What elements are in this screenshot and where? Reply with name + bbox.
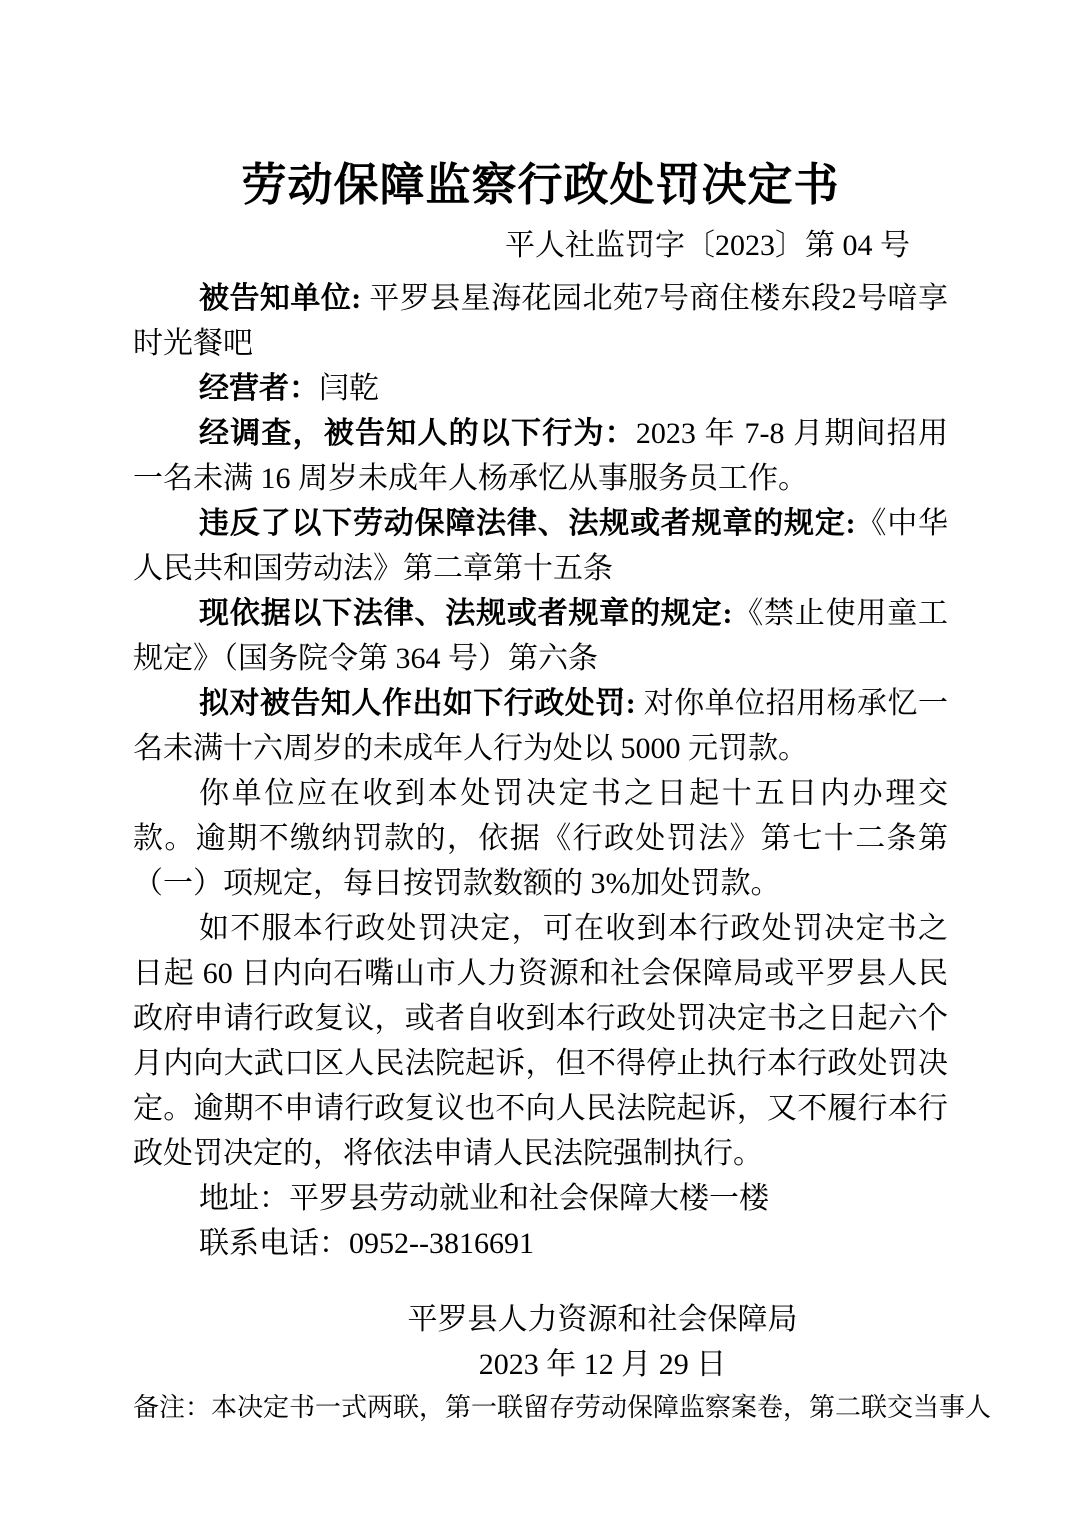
violated-provisions-label: 违反了以下劳动保障法律、法规或者规章的规定: xyxy=(199,507,856,540)
signature-block xyxy=(195,1297,1010,1387)
footer-note: 备注：本决定书一式两联，第一联留存劳动保障监察案卷，第二联交当事人 xyxy=(133,1393,992,1422)
paragraph-violated-provisions xyxy=(133,501,948,591)
legal-basis-label: 现依据以下法律、法规或者规章的规定: xyxy=(199,597,733,630)
document-number: 平人社监罚字〔2023〕第 04 号 xyxy=(505,229,910,262)
proposed-penalty-label: 拟对被告知人作出如下行政处罚: xyxy=(199,687,636,720)
document-title: 劳动保障监察行政处罚决定书 xyxy=(241,160,840,210)
violated-provisions-value: 《中华人民共和国劳动法》第二章第十五条 xyxy=(133,507,949,585)
address-line: 地址：平罗县劳动就业和社会保障大楼一楼 xyxy=(199,1182,769,1215)
issuing-authority: 平罗县人力资源和社会保障局 xyxy=(407,1303,798,1336)
operator-label: 经营者： xyxy=(199,372,319,405)
investigated-conduct-value: 2023 年 7-8 月期间招用一名未满 16 周岁未成年人杨承忆从事服务员工作。 xyxy=(133,417,949,495)
payment-instructions-text: 你单位应在收到本处罚决定书之日起十五日内办理交款。逾期不缴纳罚款的，依据《行政处罚法》第七十二条第（一）项规定，每日按罚款数额的 3%加处罚款。 xyxy=(133,777,948,900)
paragraph-investigated-conduct xyxy=(133,411,948,501)
issue-date: 2023 年 12 月 29 日 xyxy=(478,1348,727,1381)
paragraph-payment-instructions xyxy=(133,771,948,906)
notified-unit-value: 平罗县星海花园北苑7号商住楼东段2号喑享时光餐吧 xyxy=(133,282,948,360)
appeal-rights-text: 如不服本行政处罚决定，可在收到本行政处罚决定书之日起 60 日内向石嘴山市人力资源和社会保障局或平罗县人民政府申请行政复议，或者自收到本行政处罚决定书之日起六个月内向大武口区人民法院起诉，但不得停止执行本行政处罚决定。逾期不申请行政复议也不向人民法院起诉，又不履行本行政处罚决定的，将依法申请人民法院强制执行。 xyxy=(133,912,948,1170)
document-content xyxy=(133,0,992,1427)
paragraph-notified-unit xyxy=(133,276,948,366)
paragraph-operator xyxy=(133,366,948,411)
document-body xyxy=(133,276,948,1266)
paragraph-legal-basis xyxy=(133,591,948,681)
legal-basis-value: 《禁止使用童工规定》（国务院令第 364 号）第六条 xyxy=(133,597,948,675)
paragraph-proposed-penalty xyxy=(133,681,948,771)
proposed-penalty-value: 对你单位招用杨承忆一名未满十六周岁的未成年人行为处以 5000 元罚款。 xyxy=(133,687,948,765)
paragraph-appeal-rights xyxy=(133,906,948,1176)
phone-line: 联系电话：0952--3816691 xyxy=(199,1227,534,1260)
investigated-conduct-label: 经调查，被告知人的以下行为： xyxy=(199,417,636,450)
notified-unit-label: 被告知单位: xyxy=(199,282,362,315)
operator-value: 闫乾 xyxy=(319,372,379,405)
